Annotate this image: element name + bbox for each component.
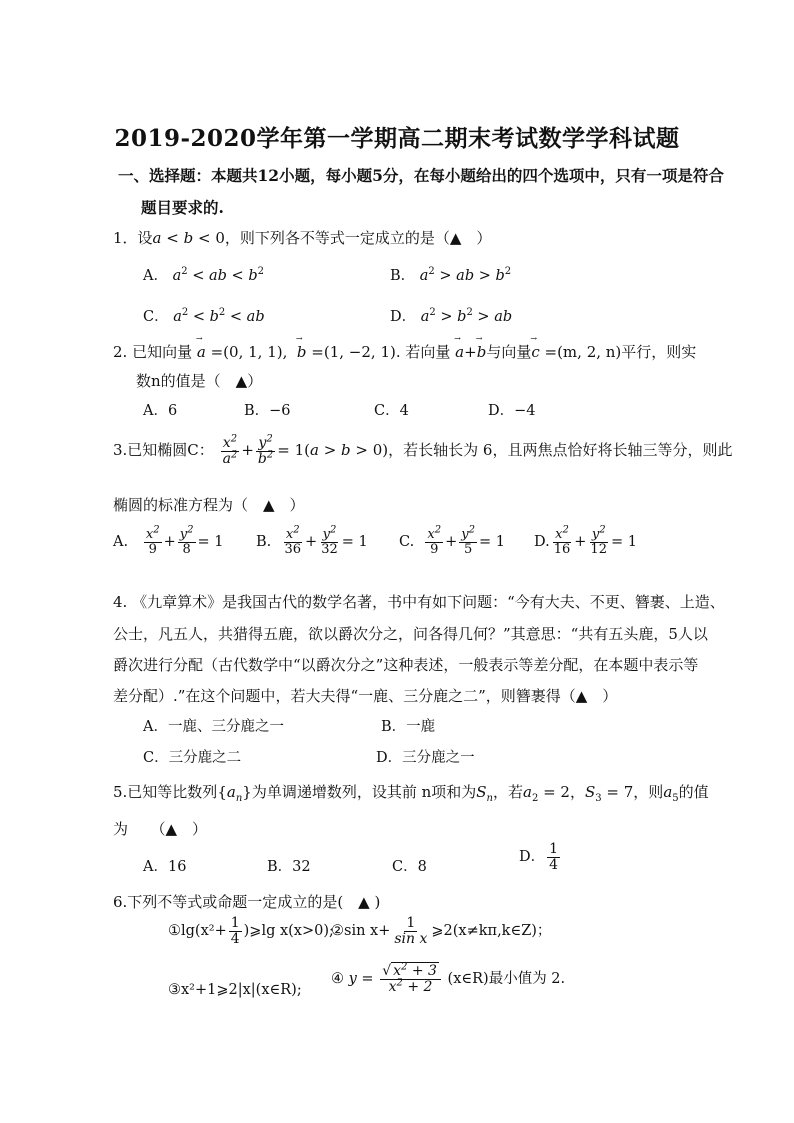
question-2-option-d[interactable]: D．−4	[488, 403, 536, 419]
question-2-option-c[interactable]: C．4	[374, 403, 409, 419]
question-6-stem: 6.下列不等式或命题一定成立的是( ▲ )	[113, 893, 381, 911]
question-3-stem: 3.已知椭圆C： $\frac{x^2}{a^2}$ + $\frac{y^2}{b^2}$ = 1(a > b > 0)，若长轴长为 6，且两焦点恰好将长轴三等分，则此	[113, 433, 733, 467]
question-1-stem: 1．设a < b < 0，则下列各不等式一定成立的是（▲ ）	[113, 229, 492, 247]
page-title: 2019-2020学年第一学期高二期末考试数学学科试题	[114, 125, 680, 152]
question-5-option-b[interactable]: B．32	[267, 859, 311, 875]
question-1-option-a[interactable]: A． $a^2$ < ab < $b^2$	[143, 266, 264, 284]
question-4-option-c[interactable]: C．三分鹿之二	[143, 750, 242, 766]
question-5-option-a[interactable]: A．16	[143, 859, 187, 875]
question-4-line-3: 爵次进行分配（古代数学中“以爵次分之”这种表述，一般表示等差分配，在本题中表示等	[113, 656, 699, 674]
section-heading: 一、选择题：本题共12小题，每小题5分，在每小题给出的四个选项中，只有一项是符合	[118, 166, 724, 185]
question-4-line-2: 公士，凡五人，共猎得五鹿，欲以爵次分之，问各得几何？”其意思：“共有五头鹿，5人以	[113, 625, 708, 643]
question-4-line-4: 差分配）.”在这个问题中，若大夫得“一鹿、三分鹿之二”，则簪裹得（▲ ）	[113, 687, 618, 705]
question-3-option-c[interactable]: C. $\frac{x^2}{9}$ + $\frac{y^2}{5}$ = 1	[399, 524, 505, 557]
question-5-stem-cont: 为 （▲ ）	[113, 820, 208, 838]
question-3-stem-cont: 椭圆的标准方程为（ ▲ ）	[113, 496, 305, 514]
question-2-option-b[interactable]: B．−6	[244, 403, 291, 419]
question-3-option-a[interactable]: A. $\frac{x^2}{9}$ + $\frac{y^2}{8}$ = 1	[113, 524, 224, 557]
question-5-option-d[interactable]: D． $\frac{1}{4}$	[519, 841, 559, 873]
question-6-item-2: ②sin x+ $\frac{1}{\text{sin x}}$ ⩾2(x≠kπ,k∈Z)；	[331, 915, 552, 947]
question-2-stem-cont: 数n的值是（ ▲）	[136, 372, 263, 390]
question-6-item-1: ①lg(x²+ $\frac{1}{4}$ )⩾lg x(x>0);	[168, 915, 334, 947]
question-5-stem: 5.已知等比数列$\{a_n\}$为单调递增数列，设其前 n项和为$S_n$，若$a_2 = 2$，$S_3 = 7$，则$a_5$的值	[113, 783, 709, 804]
question-4-line-1: 4. 《九章算术》是我国古代的数学名著，书中有如下问题：“今有大夫、不更、簪裹、上造、	[113, 593, 725, 611]
question-4-option-b[interactable]: B．一鹿	[381, 719, 436, 735]
question-3-option-d[interactable]: D. $\frac{x^2}{16}$ + $\frac{y^2}{12}$ = 1	[534, 524, 637, 557]
question-1-option-c[interactable]: C． $a^2 < b^2$ < ab	[143, 307, 265, 325]
question-2-option-a[interactable]: A．6	[143, 403, 178, 419]
question-4-option-d[interactable]: D．三分鹿之一	[376, 750, 475, 766]
question-6-item-4: ④ y = $\frac{√ x^2 + 3}{x^2 + 2}$ (x∈R)最小值为 2.	[331, 961, 566, 995]
question-6-item-3: ③x²+1⩾2|x|(x∈R);	[168, 982, 302, 998]
question-1-option-d[interactable]: D． $a^2 > b^2$ > ab	[390, 307, 513, 325]
question-4-option-a[interactable]: A．一鹿、三分鹿之一	[143, 719, 284, 735]
ellipse-frac-x: $\frac{x^2}{a^2}$	[222, 433, 238, 467]
question-1-option-b[interactable]: B． $a^2$ > ab > $b^2$	[390, 266, 512, 284]
question-3-option-b[interactable]: B. $\frac{x^2}{36}$ + $\frac{y^2}{32}$ = 1	[256, 524, 368, 557]
question-2-stem: 2. 已知向量 → a =(0, 1, 1), → b =(1, −2, 1). 若向量 → a+→ b与向量→ c =(m, 2, n)平行，则实	[113, 341, 696, 362]
question-5-option-c[interactable]: C．8	[392, 859, 427, 875]
section-heading-cont: 题目要求的.	[141, 198, 224, 217]
